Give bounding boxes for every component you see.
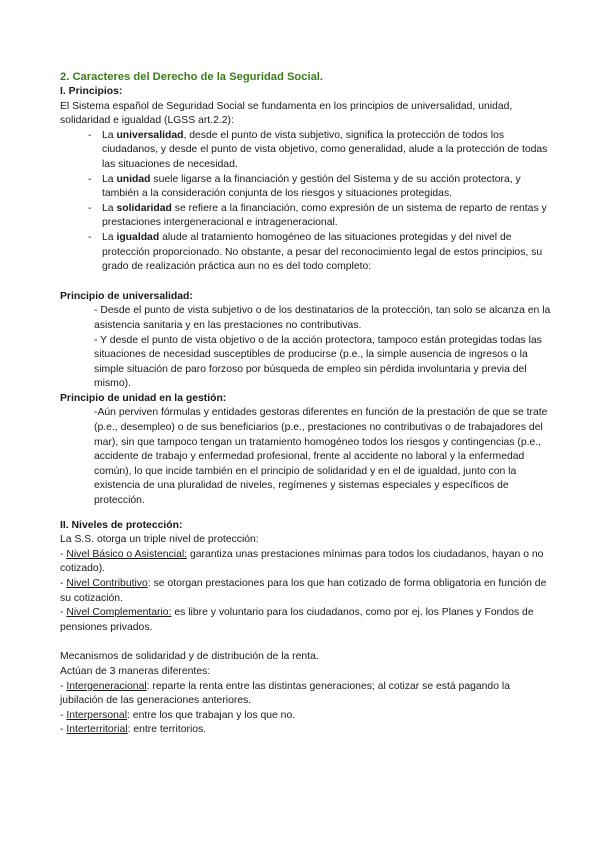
paragraph: -Aún perviven fórmulas y entidades gestoras diferentes en función de la prestación de que se trate (p.e., desempleo) o de sus beneficiarios (p.e., prestaciones no contributivas o de trabajadores del mar), sin que tampoco tengan un tratamiento homogéneo todos los riesgos y contingencias (p.e., accidente de trabajo y enfermedad profesional, frente al accidente no laboral y la enfermedad común), lo que incide también en el principio de solidaridad y en el de igualdad, junto con la existencia de una pluralidad de niveles, regímenes y sistemas especiales y específicos de protección. [94,407,548,507]
paragraph: - Desde el punto de vista subjetivo o de los destinatarios de la protección, tan solo se alcanza en la asistencia sanitaria y en las prestaciones no contributivas. [94,305,551,331]
list-item: - La unidad suele ligarse a la financiación y gestión del Sistema y de su acción protectora, y también a la consideración conjunta de los riesgos y situaciones protegidas. [88,173,552,202]
principles-list [60,129,552,275]
section-intro: La S.S. otorga un triple nivel de protección: [60,534,259,546]
section-heading-niveles: II. Niveles de protección: [60,519,183,531]
level-item: - Nivel Básico o Asistencial: garantiza unas prestaciones mínimas para todos los ciudadanos, hayan o no cotizado). [60,548,544,575]
paragraph: Mecanismos de solidaridad y de distribución de la renta. [60,651,319,663]
heading-unidad: Principio de unidad en la gestión: [60,392,227,404]
mechanism-item: - Intergeneracional: reparte la renta entre las distintas generaciones; al cotizar se está pagando la jubilación de las generaciones anteriores. [60,680,510,707]
list-item: - La universalidad, desde el punto de vista subjetivo, significa la protección de todos los ciudadanos, y desde el punto de vista objetivo, como generalidad, alude a la protección de todas las situaciones de necesidad. [88,129,552,173]
document-title: 2. Caracteres del Derecho de la Seguridad Social. [60,71,324,83]
mechanism-item: - Interterritorial: entre territorios. [60,724,207,736]
list-item: - La solidaridad se refiere a la financiación, como expresión de un sistema de reparto de rentas y prestaciones intergeneracional e intrageneracional. [88,202,552,231]
heading-universalidad: Principio de universalidad: [60,290,193,302]
paragraph: Actúan de 3 maneras diferentes: [60,665,211,677]
paragraph: - Y desde el punto de vista objetivo o de la acción protectora, tampoco están protegidas todas las situaciones de necesidad susceptibles de producirse (p.e., la simple ausencia de ingresos o la simple situación de paro forzoso por búsqueda de empleo sin pérdida involuntaria y previa del mismo). [94,334,542,390]
mechanism-item: - Interpersonal: entre los que trabajan y los que no. [60,709,296,721]
section-intro: El Sistema español de Seguridad Social se fundamenta en los principios de universalidad, unidad, solidaridad e igualdad (LGSS art.2.2): [60,100,513,127]
level-item: - Nivel Contributivo: se otorgan prestaciones para los que han cotizado de forma obligatoria en función de su cotización. [60,578,547,604]
level-item: - Nivel Complementario: es libre y voluntario para los ciudadanos, como por ej. los Planes y Fondos de pensiones privados. [60,607,534,633]
section-heading-principios: I. Principios: [60,86,123,97]
list-item: - La igualdad alude al tratamiento homogéneo de las situaciones protegidas y del nivel de protección proporcionado. No obstante, a pesar del reconocimiento legal de estos principios, su grado de realización práctica aun no es del todo completo: [88,231,552,275]
